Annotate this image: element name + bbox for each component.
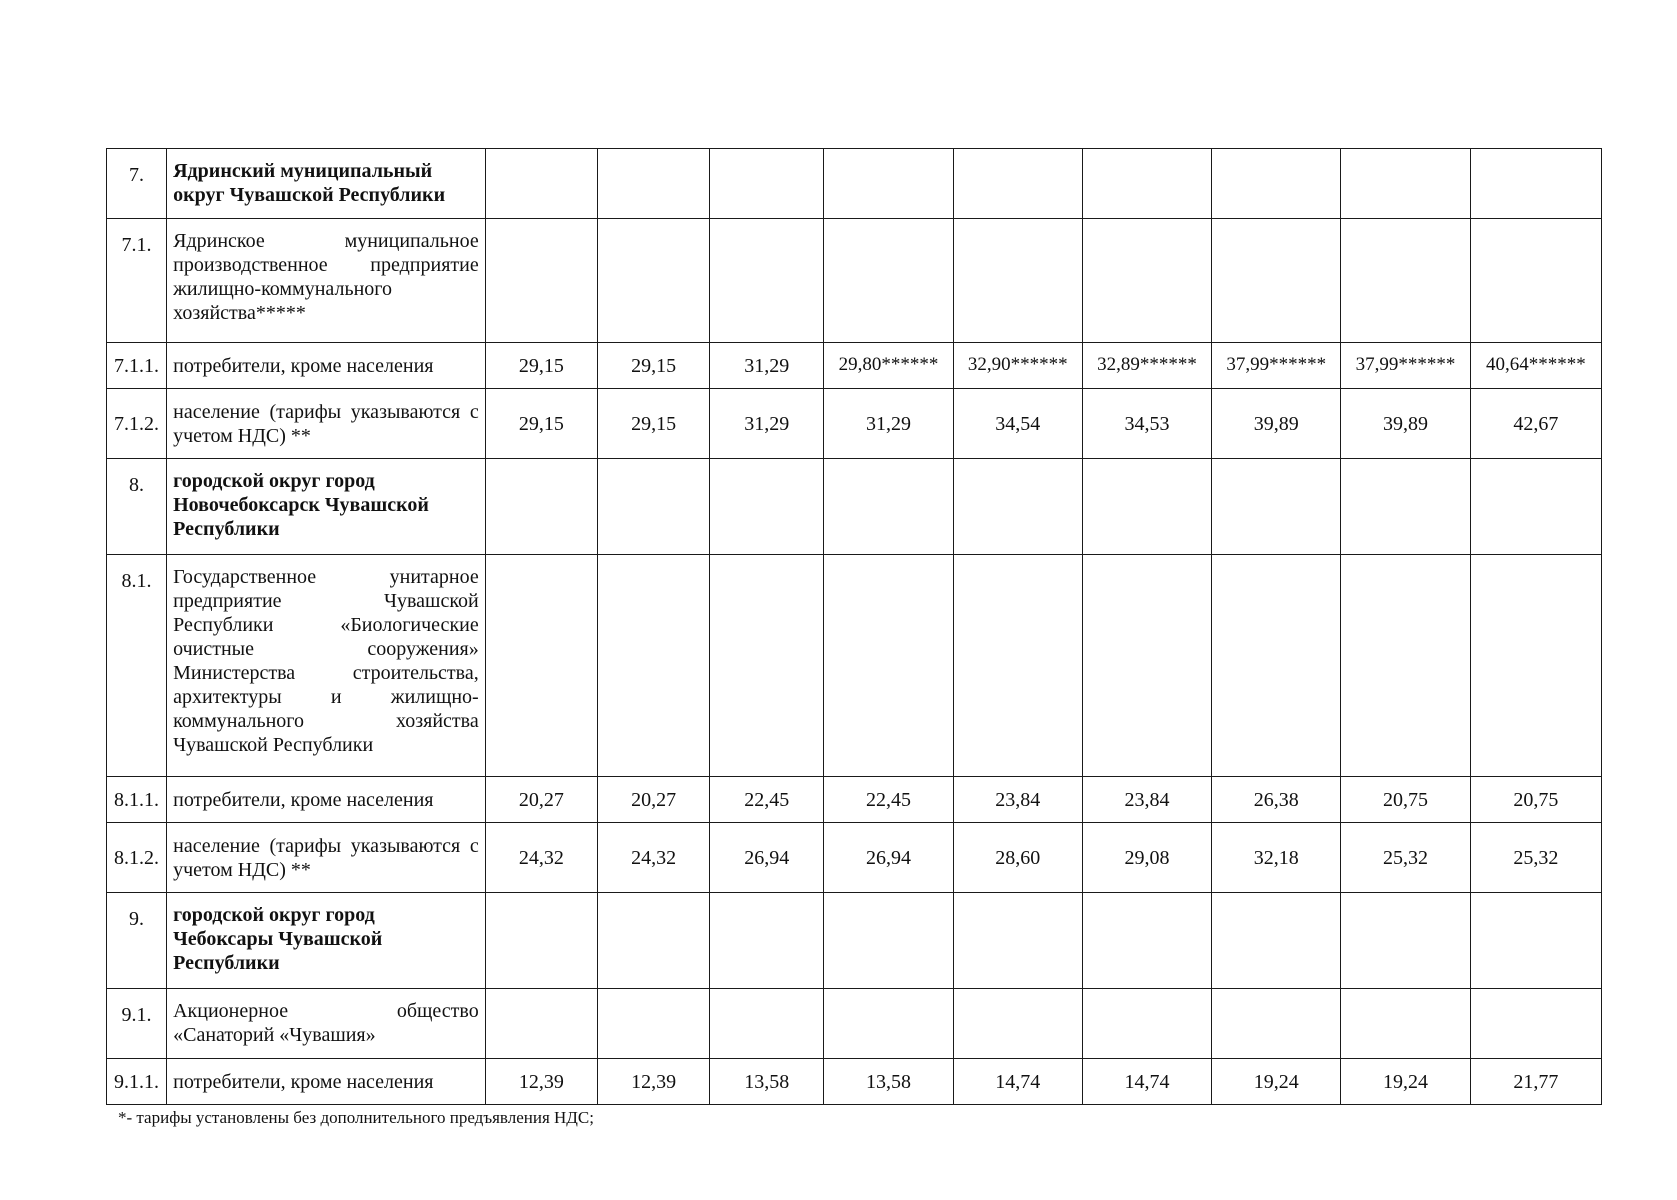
tariff-value-cell: 31,29 [824, 389, 953, 459]
tariff-value-cell: 29,15 [485, 389, 597, 459]
table-row [107, 389, 1602, 459]
tariff-value-cell: 29,15 [597, 389, 709, 459]
tariff-value-cell [824, 989, 953, 1059]
row-number: 8.1.1. [107, 777, 167, 823]
tariff-value-cell: 39,89 [1212, 389, 1341, 459]
tariff-value-cell [824, 555, 953, 777]
row-number: 7.1.1. [107, 343, 167, 389]
tariff-value-cell: 21,77 [1470, 1059, 1601, 1105]
tariff-value-cell [824, 149, 953, 219]
tariff-value-cell [1212, 989, 1341, 1059]
tariff-value-cell: 14,74 [1082, 1059, 1211, 1105]
tariff-value-cell [597, 219, 709, 343]
row-name: Акционерное общество «Санаторий «Чувашия» [167, 989, 486, 1059]
row-name: Ядринский муниципальный округ Чувашской Республики [167, 149, 486, 219]
table-row [107, 219, 1602, 343]
row-name: городской округ город Чебоксары Чувашской Республики [167, 893, 486, 989]
table-row [107, 149, 1602, 219]
tariff-value-cell [1082, 893, 1211, 989]
table-row [107, 555, 1602, 777]
tariff-value-cell [1470, 219, 1601, 343]
tariff-value-cell [710, 555, 824, 777]
tariff-value-cell: 22,45 [824, 777, 953, 823]
tariff-value-cell [953, 893, 1082, 989]
tariff-value-cell [485, 149, 597, 219]
tariff-value-cell: 23,84 [953, 777, 1082, 823]
tariff-value-cell [485, 219, 597, 343]
tariff-value-cell [710, 149, 824, 219]
tariff-value-cell [1082, 989, 1211, 1059]
tariff-value-cell: 19,24 [1212, 1059, 1341, 1105]
tariff-value-cell: 12,39 [597, 1059, 709, 1105]
tariff-value-cell [1341, 555, 1470, 777]
tariff-value-cell [597, 149, 709, 219]
row-number: 9. [107, 893, 167, 989]
tariff-value-cell: 20,27 [485, 777, 597, 823]
table-row [107, 459, 1602, 555]
tariff-value-cell: 31,29 [710, 343, 824, 389]
tariff-value-cell [1082, 149, 1211, 219]
tariff-value-cell: 28,60 [953, 823, 1082, 893]
tariff-table [106, 148, 1602, 1105]
tariff-value-cell: 23,84 [1082, 777, 1211, 823]
tariff-value-cell [597, 893, 709, 989]
tariff-value-cell: 13,58 [710, 1059, 824, 1105]
table-row [107, 343, 1602, 389]
tariff-value-cell [953, 459, 1082, 555]
tariff-value-cell: 19,24 [1341, 1059, 1470, 1105]
tariff-value-cell [1212, 459, 1341, 555]
tariff-value-cell: 26,94 [710, 823, 824, 893]
tariff-value-cell [1470, 989, 1601, 1059]
tariff-value-cell [1470, 149, 1601, 219]
tariff-value-cell: 14,74 [953, 1059, 1082, 1105]
footnote: *- тарифы установлены без дополнительного предъявления НДС; [118, 1108, 594, 1127]
tariff-value-cell: 29,08 [1082, 823, 1211, 893]
tariff-value-cell: 20,75 [1470, 777, 1601, 823]
row-name: Государственное унитарное предприятие Чувашской Республики «Биологические очистные сооружения» Министерства строительства, архитектуры и жилищно-коммунального хозяйства Чувашской Республики [167, 555, 486, 777]
row-number: 7. [107, 149, 167, 219]
tariff-value-cell [953, 149, 1082, 219]
row-number: 8.1. [107, 555, 167, 777]
tariff-value-cell [597, 459, 709, 555]
tariff-value-cell [824, 459, 953, 555]
tariff-value-cell: 32,18 [1212, 823, 1341, 893]
tariff-value-cell: 37,99****** [1212, 343, 1341, 389]
row-name: потребители, кроме населения [167, 777, 486, 823]
tariff-value-cell [953, 989, 1082, 1059]
tariff-value-cell: 26,38 [1212, 777, 1341, 823]
tariff-value-cell: 20,27 [597, 777, 709, 823]
tariff-value-cell [1212, 219, 1341, 343]
row-name: потребители, кроме населения [167, 1059, 486, 1105]
tariff-value-cell: 29,15 [597, 343, 709, 389]
tariff-value-cell: 34,53 [1082, 389, 1211, 459]
tariff-value-cell [824, 893, 953, 989]
tariff-value-cell: 42,67 [1470, 389, 1601, 459]
tariff-value-cell: 13,58 [824, 1059, 953, 1105]
tariff-value-cell [485, 555, 597, 777]
tariff-value-cell [1212, 555, 1341, 777]
tariff-value-cell: 32,90****** [953, 343, 1082, 389]
tariff-value-cell: 40,64****** [1470, 343, 1601, 389]
tariff-value-cell: 25,32 [1470, 823, 1601, 893]
tariff-value-cell [485, 459, 597, 555]
tariff-value-cell: 25,32 [1341, 823, 1470, 893]
tariff-value-cell: 24,32 [485, 823, 597, 893]
tariff-value-cell [710, 893, 824, 989]
row-number: 9.1. [107, 989, 167, 1059]
tariff-value-cell: 12,39 [485, 1059, 597, 1105]
table-row [107, 893, 1602, 989]
tariff-value-cell [953, 219, 1082, 343]
tariff-value-cell [1341, 219, 1470, 343]
tariff-value-cell: 20,75 [1341, 777, 1470, 823]
tariff-value-cell [1341, 149, 1470, 219]
row-name: потребители, кроме населения [167, 343, 486, 389]
tariff-value-cell [710, 459, 824, 555]
table-row [107, 1059, 1602, 1105]
row-number: 7.1. [107, 219, 167, 343]
row-name: население (тарифы указываются с учетом НДС) ** [167, 389, 486, 459]
tariff-value-cell [485, 989, 597, 1059]
tariff-value-cell: 24,32 [597, 823, 709, 893]
tariff-value-cell [1470, 459, 1601, 555]
tariff-value-cell [824, 219, 953, 343]
tariff-value-cell: 32,89****** [1082, 343, 1211, 389]
tariff-value-cell [597, 989, 709, 1059]
tariff-value-cell: 29,80****** [824, 343, 953, 389]
row-name: Ядринское муниципальное производственное предприятие жилищно-коммунального хозяйства***** [167, 219, 486, 343]
tariff-value-cell [1341, 989, 1470, 1059]
row-number: 9.1.1. [107, 1059, 167, 1105]
tariff-value-cell [953, 555, 1082, 777]
row-name: население (тарифы указываются с учетом НДС) ** [167, 823, 486, 893]
tariff-value-cell [710, 219, 824, 343]
row-number: 8. [107, 459, 167, 555]
table-body [107, 149, 1602, 1105]
table-row [107, 989, 1602, 1059]
row-number: 8.1.2. [107, 823, 167, 893]
tariff-value-cell: 22,45 [710, 777, 824, 823]
tariff-value-cell [1212, 149, 1341, 219]
tariff-value-cell [1470, 893, 1601, 989]
tariff-value-cell: 26,94 [824, 823, 953, 893]
tariff-value-cell [597, 555, 709, 777]
table-row [107, 823, 1602, 893]
tariff-value-cell [1082, 459, 1211, 555]
row-number: 7.1.2. [107, 389, 167, 459]
tariff-value-cell [1341, 459, 1470, 555]
table-row [107, 777, 1602, 823]
tariff-value-cell: 34,54 [953, 389, 1082, 459]
row-name: городской округ город Новочебоксарск Чувашской Республики [167, 459, 486, 555]
tariff-value-cell [1082, 555, 1211, 777]
tariff-value-cell [1212, 893, 1341, 989]
tariff-value-cell: 31,29 [710, 389, 824, 459]
tariff-value-cell [1470, 555, 1601, 777]
tariff-value-cell [710, 989, 824, 1059]
tariff-value-cell: 39,89 [1341, 389, 1470, 459]
tariff-value-cell: 29,15 [485, 343, 597, 389]
tariff-value-cell [1082, 219, 1211, 343]
tariff-value-cell [1341, 893, 1470, 989]
tariff-value-cell [485, 893, 597, 989]
tariff-value-cell: 37,99****** [1341, 343, 1470, 389]
